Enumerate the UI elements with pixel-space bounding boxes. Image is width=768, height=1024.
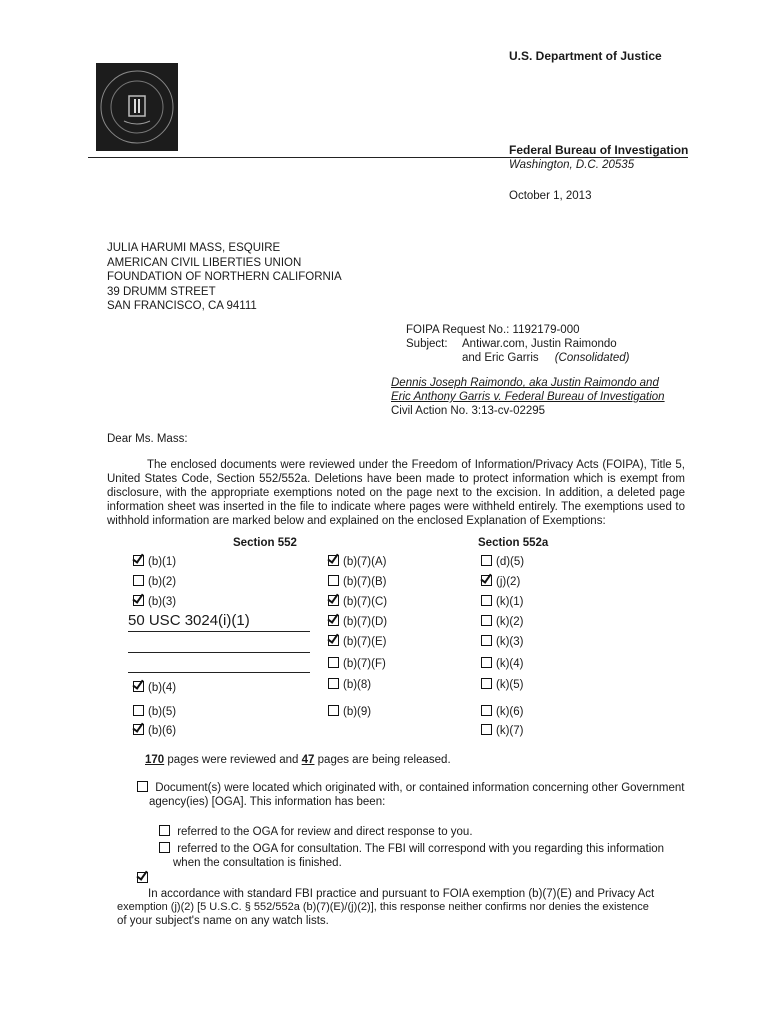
oga-option-consultation-line2: when the consultation is finished.: [173, 857, 342, 869]
bureau-name: Federal Bureau of Investigation: [509, 143, 689, 157]
exemption-k2[interactable]: (k)(2): [481, 615, 523, 629]
exemption-k7[interactable]: (k)(7): [481, 724, 523, 738]
exemption-k3[interactable]: (k)(3): [481, 635, 523, 649]
checkbox-unchecked[interactable]: [481, 705, 492, 716]
body-text: The enclosed documents were reviewed under the Freedom of Information/Privacy Acts (FOIPA), Title 5, United States Code, Section 552/552a. Deletions have been made to protect information which is exempt from disclosure, with the appropriate exemptions noted on the page next to the excision. In addition, a deleted page information sheet was inserted in the file to indicate where pages were withheld entirely. The exemptions used to withhold information are marked below and explained on the enclosed Explanation of Exemptions:: [107, 459, 685, 528]
checkbox-unchecked[interactable]: [328, 657, 339, 668]
case-line2: Eric Anthony Garris v. Federal Bureau of Investigation: [391, 391, 665, 404]
case-caption: [391, 376, 665, 418]
watchlist-line1: In accordance with standard FBI practice and pursuant to FOIA exemption (b)(7)(E) and Privacy Act: [148, 888, 655, 900]
checkbox-checked[interactable]: [133, 555, 144, 566]
addressee-block: [107, 241, 342, 314]
body-paragraph: [107, 458, 685, 528]
oga-section: [137, 781, 685, 809]
salutation: Dear Ms. Mass:: [107, 433, 188, 445]
checkbox-unchecked[interactable]: [481, 615, 492, 626]
exemption-b9[interactable]: (b)(9): [328, 705, 371, 719]
addressee-line: 39 DRUMM STREET: [107, 285, 216, 298]
checkbox-unchecked[interactable]: [481, 657, 492, 668]
exemption-j2[interactable]: (j)(2): [481, 575, 520, 589]
checkbox-unchecked[interactable]: [159, 825, 170, 836]
checkbox-checked[interactable]: [133, 681, 144, 692]
exemption-k1[interactable]: (k)(1): [481, 595, 523, 609]
checkbox-unchecked[interactable]: [328, 575, 339, 586]
exemption-k5[interactable]: (k)(5): [481, 678, 523, 692]
watchlist-paragraph: [117, 875, 689, 928]
checkbox-unchecked[interactable]: [481, 555, 492, 566]
bureau-city: Washington, D.C. 20535: [509, 159, 635, 171]
addressee-line: SAN FRANCISCO, CA 94111: [107, 300, 257, 313]
checkbox-unchecked[interactable]: [481, 678, 492, 689]
pages-reviewed: 170: [145, 754, 165, 766]
fbi-seal: [96, 63, 178, 151]
addressee-line: AMERICAN CIVIL LIBERTIES UNION: [107, 256, 302, 269]
exemption-b2[interactable]: (b)(2): [133, 575, 176, 589]
page-count-line: 170 pages were reviewed and 47 pages are being released.: [145, 754, 451, 766]
exemption-b7b[interactable]: (b)(7)(B): [328, 575, 386, 589]
exemption-b1[interactable]: (b)(1): [133, 555, 176, 569]
checkbox-checked[interactable]: [133, 724, 144, 735]
subject-line2: and Eric Garris: [462, 352, 539, 365]
addressee-line: FOUNDATION OF NORTHERN CALIFORNIA: [107, 271, 342, 284]
blank-line: [128, 652, 310, 653]
section-552a-heading: Section 552a: [478, 537, 549, 549]
foipa-number: 1192179-000: [512, 324, 580, 336]
checkbox-checked[interactable]: [328, 615, 339, 626]
foipa-label: FOIPA Request No.:: [406, 324, 510, 336]
checkbox-unchecked[interactable]: [481, 635, 492, 646]
exemption-k6[interactable]: (k)(6): [481, 705, 523, 719]
checkbox-checked[interactable]: [133, 595, 144, 606]
exemption-b7e[interactable]: (b)(7)(E): [328, 635, 386, 649]
subject-line1: Antiwar.com, Justin Raimondo: [462, 338, 617, 351]
exemption-d5[interactable]: (d)(5): [481, 555, 524, 569]
watchlist-line3: of your subject's name on any watch lists.: [117, 915, 329, 928]
exemption-b7a[interactable]: (b)(7)(A): [328, 555, 386, 569]
checkbox-unchecked[interactable]: [133, 705, 144, 716]
exemption-b3[interactable]: (b)(3): [133, 595, 176, 609]
exemption-b7f[interactable]: (b)(7)(F): [328, 657, 386, 671]
oga-line1: Document(s) were located which originated with, or contained information concerning other Government: [155, 782, 685, 794]
checkbox-unchecked[interactable]: [481, 595, 492, 606]
blank-line: [128, 672, 310, 673]
section-552-heading: Section 552: [233, 537, 297, 549]
department-name: U.S. Department of Justice: [509, 49, 662, 63]
checkbox-checked[interactable]: [328, 555, 339, 566]
checkbox-unchecked[interactable]: [328, 678, 339, 689]
oga-option-review[interactable]: referred to the OGA for review and direct response to you.: [159, 825, 473, 839]
checkbox-checked[interactable]: [328, 595, 339, 606]
case-line1: Dennis Joseph Raimondo, aka Justin Raimondo and: [391, 377, 659, 389]
exemption-b4[interactable]: (b)(4): [133, 681, 176, 695]
checkbox-checked[interactable]: [328, 635, 339, 646]
exemption-b6[interactable]: (b)(6): [133, 724, 176, 738]
exemption-b5[interactable]: (b)(5): [133, 705, 176, 719]
checkbox-checked[interactable]: [481, 575, 492, 586]
oga-line2: agency(ies) [OGA]. This information has been:: [149, 796, 386, 809]
subject-label: Subject:: [406, 338, 448, 351]
checkbox-unchecked[interactable]: [133, 575, 144, 586]
exemption-b8[interactable]: (b)(8): [328, 678, 371, 692]
subject-note: (Consolidated): [554, 352, 630, 365]
letter-date: October 1, 2013: [509, 190, 592, 202]
statute-citation: 50 USC 3024(i)(1): [128, 612, 310, 632]
request-block: [406, 323, 629, 365]
pages-released: 47: [301, 754, 315, 766]
exemption-b7c[interactable]: (b)(7)(C): [328, 595, 387, 609]
watchlist-line2: exemption (j)(2) [5 U.S.C. § 552/552a (b)(7)(E)/(j)(2)], this response neither confirms nor denies the existence: [117, 901, 649, 914]
oga-option-consultation[interactable]: referred to the OGA for consultation. The FBI will correspond with you regarding this information: [159, 842, 664, 856]
civil-action: Civil Action No. 3:13-cv-02295: [391, 405, 546, 418]
exemption-b7d[interactable]: (b)(7)(D): [328, 615, 387, 629]
checkbox-unchecked[interactable]: [328, 705, 339, 716]
checkbox-unchecked[interactable]: [159, 842, 170, 853]
oga-checkbox[interactable]: [137, 781, 148, 792]
addressee-line: JULIA HARUMI MASS, ESQUIRE: [107, 242, 281, 254]
exemption-k4[interactable]: (k)(4): [481, 657, 523, 671]
checkbox-unchecked[interactable]: [481, 724, 492, 735]
